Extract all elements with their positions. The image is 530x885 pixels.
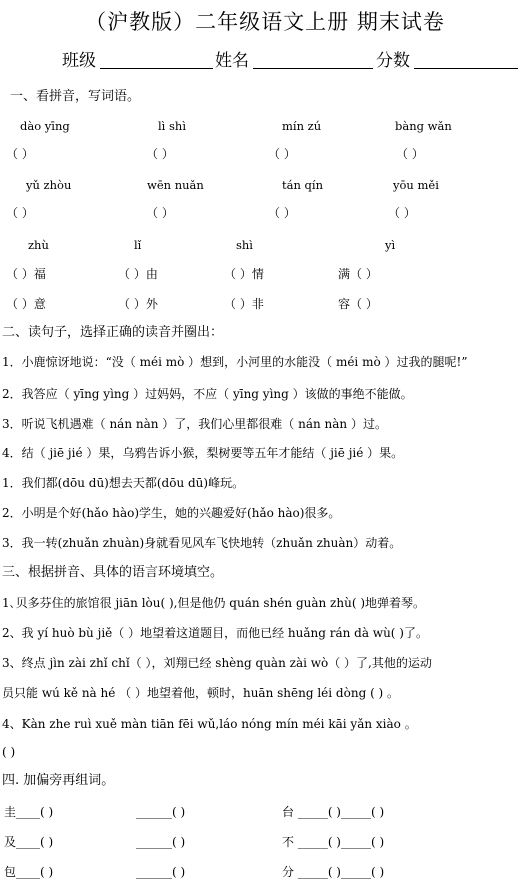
pinyin-item: tán qín <box>282 178 323 192</box>
answer-blank[interactable]: （ ） <box>388 206 416 220</box>
name-label: 姓名 <box>215 51 249 71</box>
pinyin-item: dào yīng <box>20 119 70 133</box>
word-blank[interactable]: （ ）意 <box>6 297 46 311</box>
class-label: 班级 <box>62 51 96 71</box>
radical-item[interactable]: ______( ) <box>136 835 186 849</box>
answer-blank[interactable]: （ ） <box>268 147 296 161</box>
word-blank[interactable]: 容（ ） <box>338 297 378 311</box>
fill-blank-question[interactable]: 1､贝多芬住的旅馆很 jiān lòu( ),但是他仍 quán shén guàn zhù( )地弹着琴。 <box>2 596 426 610</box>
score-field-line[interactable] <box>414 68 518 69</box>
reading-question[interactable]: 3．听说飞机遇难（ nán nàn ）了，我们心里都很难（ nán nàn ）过。 <box>2 417 387 431</box>
pinyin-item: yǔ zhòu <box>26 178 72 192</box>
section-2-heading: 二、读句子，选择正确的读音并圈出： <box>2 325 224 340</box>
radical-item[interactable]: 台 _____( )_____( ) <box>282 805 385 819</box>
fill-blank-question[interactable]: 4、Kàn zhe ruì xuě màn tiān fēi wǔ,láo nóng mín méi kāi yǎn xiào 。 <box>2 717 417 731</box>
answer-blank[interactable]: （ ） <box>146 147 174 161</box>
radical-item[interactable]: 包____( ) <box>4 865 54 879</box>
reading-question[interactable]: 4．结（ jiē jié ）果，乌鸦告诉小猴，梨树要等五年才能结（ jiē jié ）果。 <box>2 446 404 460</box>
reading-question[interactable]: 3．我一转(zhuǎn zhuàn)身就看见风车飞快地转（zhuǎn zhuàn）动着。 <box>2 536 402 550</box>
reading-question[interactable]: 2．我答应（ yīng yìng ）过妈妈，不应（ yīng yìng ）该做的事绝不能做。 <box>2 387 413 401</box>
name-field-line[interactable] <box>253 68 373 69</box>
page-title: （沪教版）二年级语文上册 期末试卷 <box>85 10 445 34</box>
score-label: 分数 <box>376 51 410 71</box>
answer-blank[interactable]: （ ） <box>146 206 174 220</box>
fill-blank-question[interactable]: 员只能 wú kě nà hé （ ）地望着他，顿时，huān shēng léi dòng ( ) 。 <box>2 686 400 700</box>
answer-blank[interactable]: （ ） <box>268 206 296 220</box>
pinyin-item: yì <box>385 238 396 252</box>
answer-blank[interactable]: （ ） <box>396 147 424 161</box>
section-3-heading: 三、根据拼音、具体的语言环境填空。 <box>2 565 224 580</box>
answer-blank[interactable]: （ ） <box>6 147 34 161</box>
reading-question[interactable]: 1．小鹿惊讶地说：“没（ méi mò ）想到，小河里的水能没（ méi mò ）过我的腿呢!” <box>2 355 468 369</box>
radical-item[interactable]: ______( ) <box>136 805 186 819</box>
pinyin-item: shì <box>236 238 253 252</box>
pinyin-item: wēn nuǎn <box>147 178 204 192</box>
pinyin-item: yōu měi <box>393 178 439 192</box>
pinyin-item: zhù <box>28 238 49 252</box>
section-4-heading: 四. 加偏旁再组词。 <box>2 773 115 788</box>
word-blank[interactable]: （ ）福 <box>6 267 46 281</box>
student-info-row <box>0 46 530 72</box>
radical-item[interactable]: 及____( ) <box>4 835 54 849</box>
section-1-heading: 一、看拼音，写词语。 <box>10 89 141 104</box>
answer-blank[interactable]: （ ） <box>6 206 34 220</box>
pinyin-item: mín zú <box>282 119 322 133</box>
class-field-line[interactable] <box>100 68 213 69</box>
radical-item[interactable]: ______( ) <box>136 865 186 879</box>
word-blank[interactable]: 满（ ） <box>338 267 378 281</box>
radical-item[interactable]: 不 _____( )_____( ) <box>282 835 385 849</box>
reading-question[interactable]: 1．我们都(dōu dū)想去天都(dōu dū)峰玩。 <box>2 476 245 490</box>
pinyin-item: lì shì <box>158 119 186 133</box>
fill-blank-question[interactable]: 3、终点 jìn zài zhǐ chǐ（ ），刘翔已经 shèng quàn zài wò（ ）了,其他的运动 <box>2 656 432 670</box>
reading-question[interactable]: 2．小明是个好(hǎo hào)学生，她的兴趣爱好(hǎo hào)很多。 <box>2 506 341 520</box>
radical-item[interactable]: 圭____( ) <box>4 805 54 819</box>
word-blank[interactable]: （ ）非 <box>224 297 264 311</box>
answer-blank[interactable]: ( ) <box>2 745 16 759</box>
word-blank[interactable]: （ ）外 <box>118 297 158 311</box>
pinyin-item: lǐ <box>134 238 142 252</box>
fill-blank-question[interactable]: 2、我 yí huò bù jiě（ ）地望着这道题目，而他已经 huǎng rán dà wù( )了。 <box>2 626 428 640</box>
radical-item[interactable]: 分 _____( )_____( ) <box>282 865 385 879</box>
word-blank[interactable]: （ ）情 <box>224 267 264 281</box>
word-blank[interactable]: （ ）由 <box>118 267 158 281</box>
pinyin-item: bàng wǎn <box>395 119 452 133</box>
